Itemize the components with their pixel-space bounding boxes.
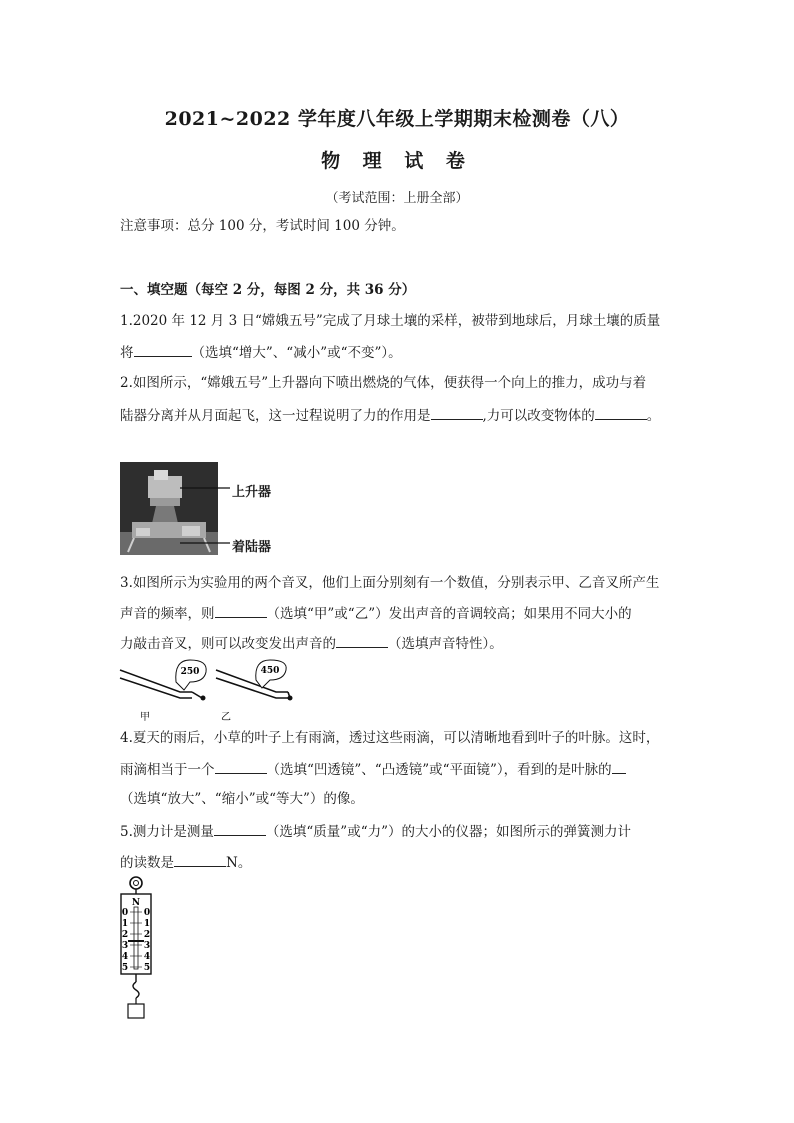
q2-line1: 2.如图所示，“嫦娥五号”上升器向下喷出燃烧的气体，便获得一个向上的推力，成功与着 [120,375,647,391]
exam-scope: （考试范围：上册全部） [325,191,469,206]
q3-text-pre: 声音的频率，则 [120,606,215,622]
tuning-fork-b [216,660,293,701]
page-title: 2021~2022 学年度八年级上学期期末检测卷（八） [164,108,630,130]
spring-scale-figure [116,874,160,1022]
weight-block [128,1004,144,1018]
label-ascender: 上升器 [232,485,272,500]
q1-line1: 1.2020 年 12 月 3 日“嫦娥五号”完成了月球土壤的采样，被带到地球后，月球土壤的质量 [120,313,661,329]
q2-answer-blank-1[interactable] [431,406,483,420]
q3-line2 [120,604,632,623]
q3-line3 [120,634,503,653]
q5-unit-text: N。 [226,855,252,871]
label-lander: 着陆器 [232,540,272,555]
q5-line2 [120,853,251,872]
tuning-forks-figure [118,656,298,724]
q2-text-pre: 陆器分离并从月面起飞，这一过程说明了力的作用是 [120,408,431,424]
q2-line2 [120,406,660,425]
fork-a-label: 甲 [140,712,150,723]
fork-b-label: 乙 [221,712,231,723]
q5-line1 [120,822,631,841]
q3-text-post: （选填“甲”或“乙”）发出声音的音调较高；如果用不同大小的 [266,606,632,622]
scale-tick-left: 5 [121,963,129,973]
q3-text-pre-2: 力敲击音叉，则可以改变发出声音的 [120,636,336,652]
q3-answer-blank-2[interactable] [336,634,388,648]
scale-tick-right: 5 [143,963,151,973]
q2-text-post: 。 [646,408,661,424]
scale-tick-left: 1 [121,919,129,929]
q2-answer-blank-2[interactable] [595,406,647,420]
exam-subject: 物 理 试 卷 [321,150,473,172]
section-heading: 一、填空题（每空 2 分，每图 2 分，共 36 分） [120,282,416,298]
scale-ring-inner [134,881,139,886]
q2-text-mid: ,力可以改变物体的 [482,408,595,424]
scale-tick-right: 1 [143,919,151,929]
q5-text-pre-2: 的读数是 [120,855,174,871]
q5-answer-blank-2[interactable] [174,853,226,867]
q4-answer-blank-1[interactable] [215,760,267,774]
q1-text-post: （选填“增大”、“减小”或“不变”）。 [191,345,402,361]
q1-answer-blank[interactable] [134,343,192,357]
q4-text-pre: 雨滴相当于一个 [120,762,215,778]
scale-ring [130,877,142,889]
lander-leader-lines [180,480,232,550]
q4-line1: 4.夏天的雨后，小草的叶子上有雨滴，透过这些雨滴，可以清晰地看到叶子的叶脉。这时， [120,730,660,746]
scale-tick-left: 4 [121,952,129,962]
q3-text-post-2: （选填声音特性）。 [388,636,503,652]
scale-tick-left: 3 [121,941,129,951]
q5-answer-blank-1[interactable] [214,822,266,836]
fork-a-value: 250 [180,667,200,677]
q4-line2 [120,760,626,779]
q3-line1: 3.如图所示为实验用的两个音叉，他们上面分别刻有一个数值，分别表示甲、乙音叉所产生 [120,575,660,591]
scale-tick-right: 3 [143,941,151,951]
q3-answer-blank-1[interactable] [215,604,267,618]
exam-notice: 注意事项：总分 100 分，考试时间 100 分钟。 [120,218,405,234]
scale-tick-right: 0 [143,908,151,918]
scale-tick-left: 0 [121,908,129,918]
scale-tick-right: 4 [143,952,151,962]
q1-text-pre: 将 [120,345,134,361]
scale-hook [133,982,139,998]
q1-line2 [120,343,402,362]
scale-unit: N [131,898,141,908]
q4-text-post: （选填“凹透镜”、“凸透镜”或“平面镜”），看到的是叶脉的 [266,762,612,778]
q5-text-post: （选填“质量”或“力”）的大小的仪器；如图所示的弹簧测力计 [265,824,631,840]
q5-text-pre: 5.测力计是测量 [120,824,214,840]
scale-tick-left: 2 [121,930,129,940]
q4-line3: （选填“放大”、“缩小”或“等大”）的像。 [120,791,364,807]
fork-b-value: 450 [260,666,280,676]
q4-answer-blank-2[interactable] [612,760,626,774]
tuning-fork-a [120,660,206,701]
scale-tick-right: 2 [143,930,151,940]
